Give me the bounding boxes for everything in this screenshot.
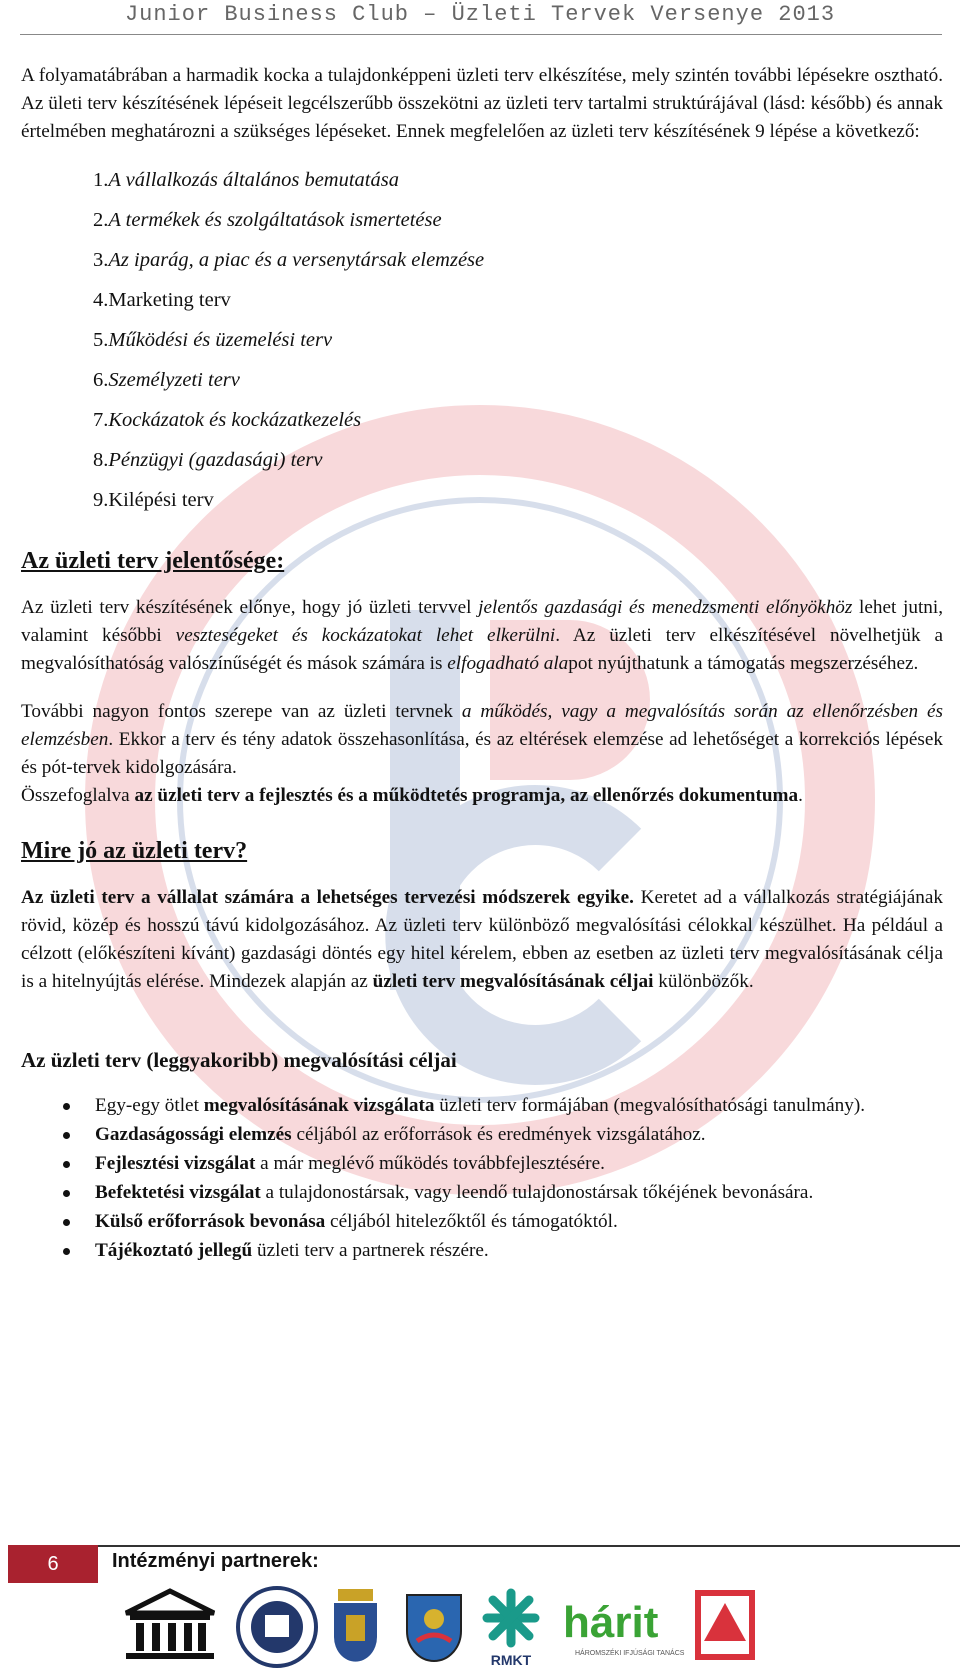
svg-text:hárit: hárit	[563, 1598, 659, 1647]
list-item: 9.Kilépési terv	[93, 489, 214, 511]
bullet-icon	[63, 1132, 70, 1139]
list-item: 3.Az iparág, a piac és a versenytársak elemzése	[93, 249, 485, 271]
section-heading-goals: Az üzleti terv (leggyakoribb) megvalósítási céljai	[21, 1048, 457, 1072]
list-item: Befektetési vizsgálat a tulajdonostársak, vagy leendő tulajdonostársak tőkéjének bevonására.	[21, 1179, 943, 1207]
county-coat-of-arms-logo	[403, 1585, 465, 1667]
goals-list	[21, 1092, 943, 1265]
steps-list	[93, 160, 943, 520]
rmkt-logo	[475, 1585, 547, 1670]
red-white-emblem-logo	[690, 1585, 760, 1665]
list-item: Egy-egy ötlet megvalósításának vizsgálata üzleti terv formájában (megvalósíthatósági tanulmány).	[21, 1092, 943, 1120]
significance-paragraph-1: Az üzleti terv készítésének előnye, hogy jó üzleti tervvel jelentős gazdasági és menedzsmenti előnyökhöz lehet jutni, valamint későbbi veszteségeket és kockázatokat lehet elkerülni. Az üzleti terv elkészítésével növelhetjük a megvalósíthatóság valószínűségét és mások számára is elfogadható alapot nyújthatunk a támogatás megszerzéséhez.	[21, 597, 944, 674]
page-number: 6	[8, 1545, 98, 1583]
list-item: 2.A termékek és szolgáltatások ismertetése	[93, 209, 442, 231]
document-body	[21, 62, 943, 1266]
svg-text:HÁROMSZÉKI IFJÚSÁGI TANÁCS: HÁROMSZÉKI IFJÚSÁGI TANÁCS	[575, 1650, 685, 1657]
list-item: 1.A vállalkozás általános bemutatása	[93, 169, 399, 191]
list-item: Fejlesztési vizsgálat a már meglévő működés továbbfejlesztésére.	[21, 1150, 943, 1178]
list-item: 8.Pénzügyi (gazdasági) terv	[93, 449, 323, 471]
svg-text:RMKT: RMKT	[490, 1652, 532, 1668]
significance-paragraph-3: Összefoglalva az üzleti terv a fejlesztés és a működtetés programja, az ellenőrzés dokumentuma.	[21, 785, 803, 806]
university-seal-logo	[235, 1585, 320, 1670]
bullet-icon	[63, 1190, 70, 1197]
list-item: 4.Marketing terv	[93, 289, 231, 311]
partners-label: Intézményi partnerek:	[112, 1550, 319, 1572]
significance-paragraph-2: További nagyon fontos szerepe van az üzleti tervnek a működés, vagy a megvalósítás során az ellenőrzésben és elemzésben. Ekkor a terv és tény adatok összehasonlítása, és az eltérések elemzése ad lehetőséget a korrekciós lépések és pót-tervek kidolgozására.	[21, 701, 944, 778]
list-item: 7.Kockázatok és kockázatkezelés	[93, 409, 362, 431]
list-item: 5.Működési és üzemelési terv	[93, 329, 333, 351]
purpose-paragraph: Az üzleti terv a vállalat számára a lehetséges tervezési módszerek egyike. Keretet ad a vállalkozás stratégiájának rövid, közép és hosszú távú kidolgozásához. Az üzleti terv különböző megvalósítási célokkal készülhet. Ha például a célzott (előkészíteni kívánt) gazdasági döntés egy hitel kérelem, ebben az esetben az üzleti terv megvalósításának célja is a hitelnyújtás elérése. Mindezek alapján az üzleti terv megvalósításának céljai különbözők.	[21, 887, 943, 992]
intro-paragraph: A folyamatábrában a harmadik kocka a tulajdonképpeni üzleti terv elkészítése, mely szintén további lépésekre osztható. Az ületi terv készítésének lépéseit legcélszerűbb összekötni az üzleti terv tartalmi struktúrájával (lásd: később) és annak értelmében meghatározni a szükséges lépéseket. Ennek megfelelően az üzleti terv készítésének 9 lépése a következő:	[21, 65, 943, 142]
list-item: 6.Személyzeti terv	[93, 369, 240, 391]
footer-divider	[8, 1545, 960, 1547]
list-item: Külső erőforrások bevonása céljából hitelezőktől és támogatóktól.	[21, 1208, 943, 1236]
bullet-icon	[63, 1219, 70, 1226]
list-item: Gazdaságossági elemzés céljából az erőforrások és eredmények vizsgálatához.	[21, 1121, 943, 1149]
harit-logo	[555, 1585, 685, 1670]
bullet-icon	[63, 1161, 70, 1168]
section-heading-significance: Az üzleti terv jelentősége:	[21, 548, 285, 574]
city-coat-of-arms-logo	[328, 1585, 383, 1667]
header-divider	[20, 34, 942, 35]
bullet-icon	[63, 1103, 70, 1110]
section-heading-purpose: Mire jó az üzleti terv?	[21, 838, 248, 864]
partner-logos	[110, 1585, 910, 1670]
page-header: Junior Business Club – Üzleti Tervek Versenye 2013	[124, 2, 836, 27]
bullet-icon	[63, 1248, 70, 1255]
institution-building-logo	[120, 1585, 220, 1665]
list-item: Tájékoztató jellegű üzleti terv a partnerek részére.	[21, 1237, 943, 1265]
